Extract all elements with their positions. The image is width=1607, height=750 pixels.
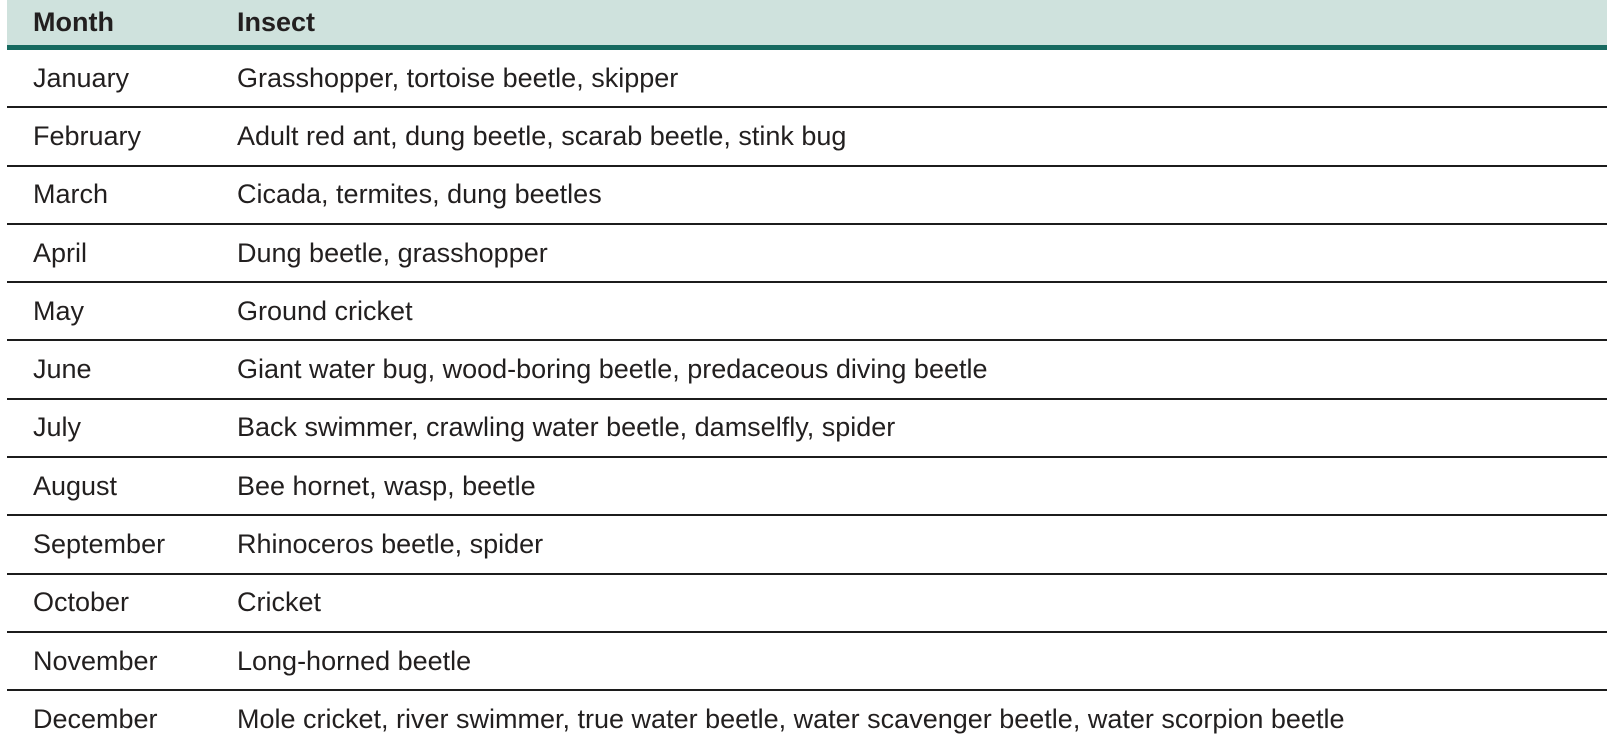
insect-cell: Mole cricket, river swimmer, true water beetle, water scavenger beetle, water scorpion beetle	[237, 703, 1345, 734]
month-cell: February	[7, 107, 237, 165]
insect-cell: Back swimmer, crawling water beetle, damselfly, spider	[237, 399, 1607, 457]
table-row	[7, 457, 1607, 515]
table-row	[7, 690, 1607, 747]
insect-cell: Cricket	[237, 574, 1607, 632]
column-header-insect: Insect	[237, 0, 1607, 48]
insect-cell: Cicada, termites, dung beetles	[237, 166, 1607, 224]
month-insect-table	[7, 0, 1607, 748]
month-cell: September	[7, 515, 237, 573]
month-cell: January	[7, 48, 237, 108]
table-row	[7, 340, 1607, 398]
month-cell: November	[7, 632, 237, 690]
insect-cell: Adult red ant, dung beetle, scarab beetle, stink bug	[237, 107, 1607, 165]
table-row	[7, 399, 1607, 457]
month-cell: August	[7, 457, 237, 515]
month-cell: April	[7, 224, 237, 282]
table-row	[7, 107, 1607, 165]
month-cell: May	[7, 282, 237, 340]
header-row	[7, 0, 1607, 48]
insect-cell: Dung beetle, grasshopper	[237, 224, 1607, 282]
insect-cell: Bee hornet, wasp, beetle	[237, 457, 1607, 515]
insect-cell: Ground cricket	[237, 282, 1607, 340]
insect-cell: Long-horned beetle	[237, 632, 1607, 690]
table-row	[7, 282, 1607, 340]
month-cell: October	[7, 574, 237, 632]
table-header	[7, 0, 1607, 48]
insect-cell: Grasshopper, tortoise beetle, skipper	[237, 48, 1607, 108]
table-row	[7, 224, 1607, 282]
month-cell: June	[7, 340, 237, 398]
column-header-month: Month	[7, 0, 237, 48]
insect-cell: Giant water bug, wood-boring beetle, predaceous diving beetle	[237, 340, 1607, 398]
table-row	[7, 166, 1607, 224]
month-cell: July	[7, 399, 237, 457]
table-row	[7, 574, 1607, 632]
month-cell: March	[7, 166, 237, 224]
month-cell: December	[33, 703, 158, 734]
table-row	[7, 515, 1607, 573]
table-row	[7, 632, 1607, 690]
insect-cell: Rhinoceros beetle, spider	[237, 515, 1607, 573]
table-body	[7, 48, 1607, 748]
table-row	[7, 48, 1607, 108]
